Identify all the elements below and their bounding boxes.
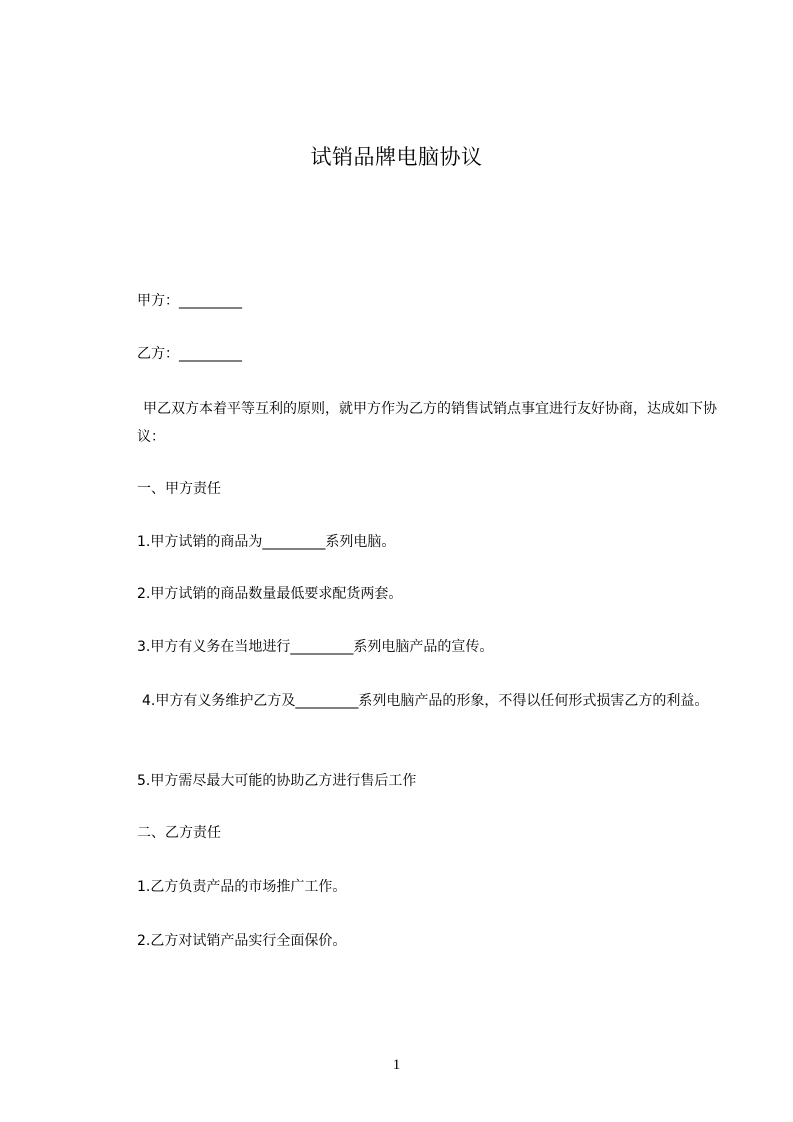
section2-item-1: 1.乙方负责产品的市场推广工作。 bbox=[137, 879, 347, 895]
intro-paragraph: 甲乙双方本着平等互利的原则，就甲方作为乙方的销售试销点事宜进行友好协商，达成如下协议： bbox=[137, 401, 717, 445]
section1-item-1: 1.甲方试销的商品为_________系列电脑。 bbox=[137, 534, 396, 550]
section2-item-2: 2.乙方对试销产品实行全面保价。 bbox=[137, 933, 347, 949]
section2-heading: 二、乙方责任 bbox=[137, 825, 221, 841]
document-title: 试销品牌电脑协议 bbox=[310, 145, 483, 169]
section1-item-4: 4.甲方有义务维护乙方及_________系列电脑产品的形象，不得以任何形式损害乙方的利益。 bbox=[142, 693, 709, 709]
party-b-line: 乙方：_________ bbox=[137, 346, 242, 362]
party-a-line: 甲方：_________ bbox=[137, 293, 242, 309]
section1-item-3: 3.甲方有义务在当地进行_________系列电脑产品的宣传。 bbox=[137, 639, 494, 655]
section1-heading: 一、甲方责任 bbox=[137, 481, 221, 497]
page-number: 1 bbox=[392, 1057, 401, 1073]
section1-item-2: 2.甲方试销的商品数量最低要求配货两套。 bbox=[137, 586, 403, 602]
section1-item-5: 5.甲方需尽最大可能的协助乙方进行售后工作 bbox=[137, 773, 417, 789]
